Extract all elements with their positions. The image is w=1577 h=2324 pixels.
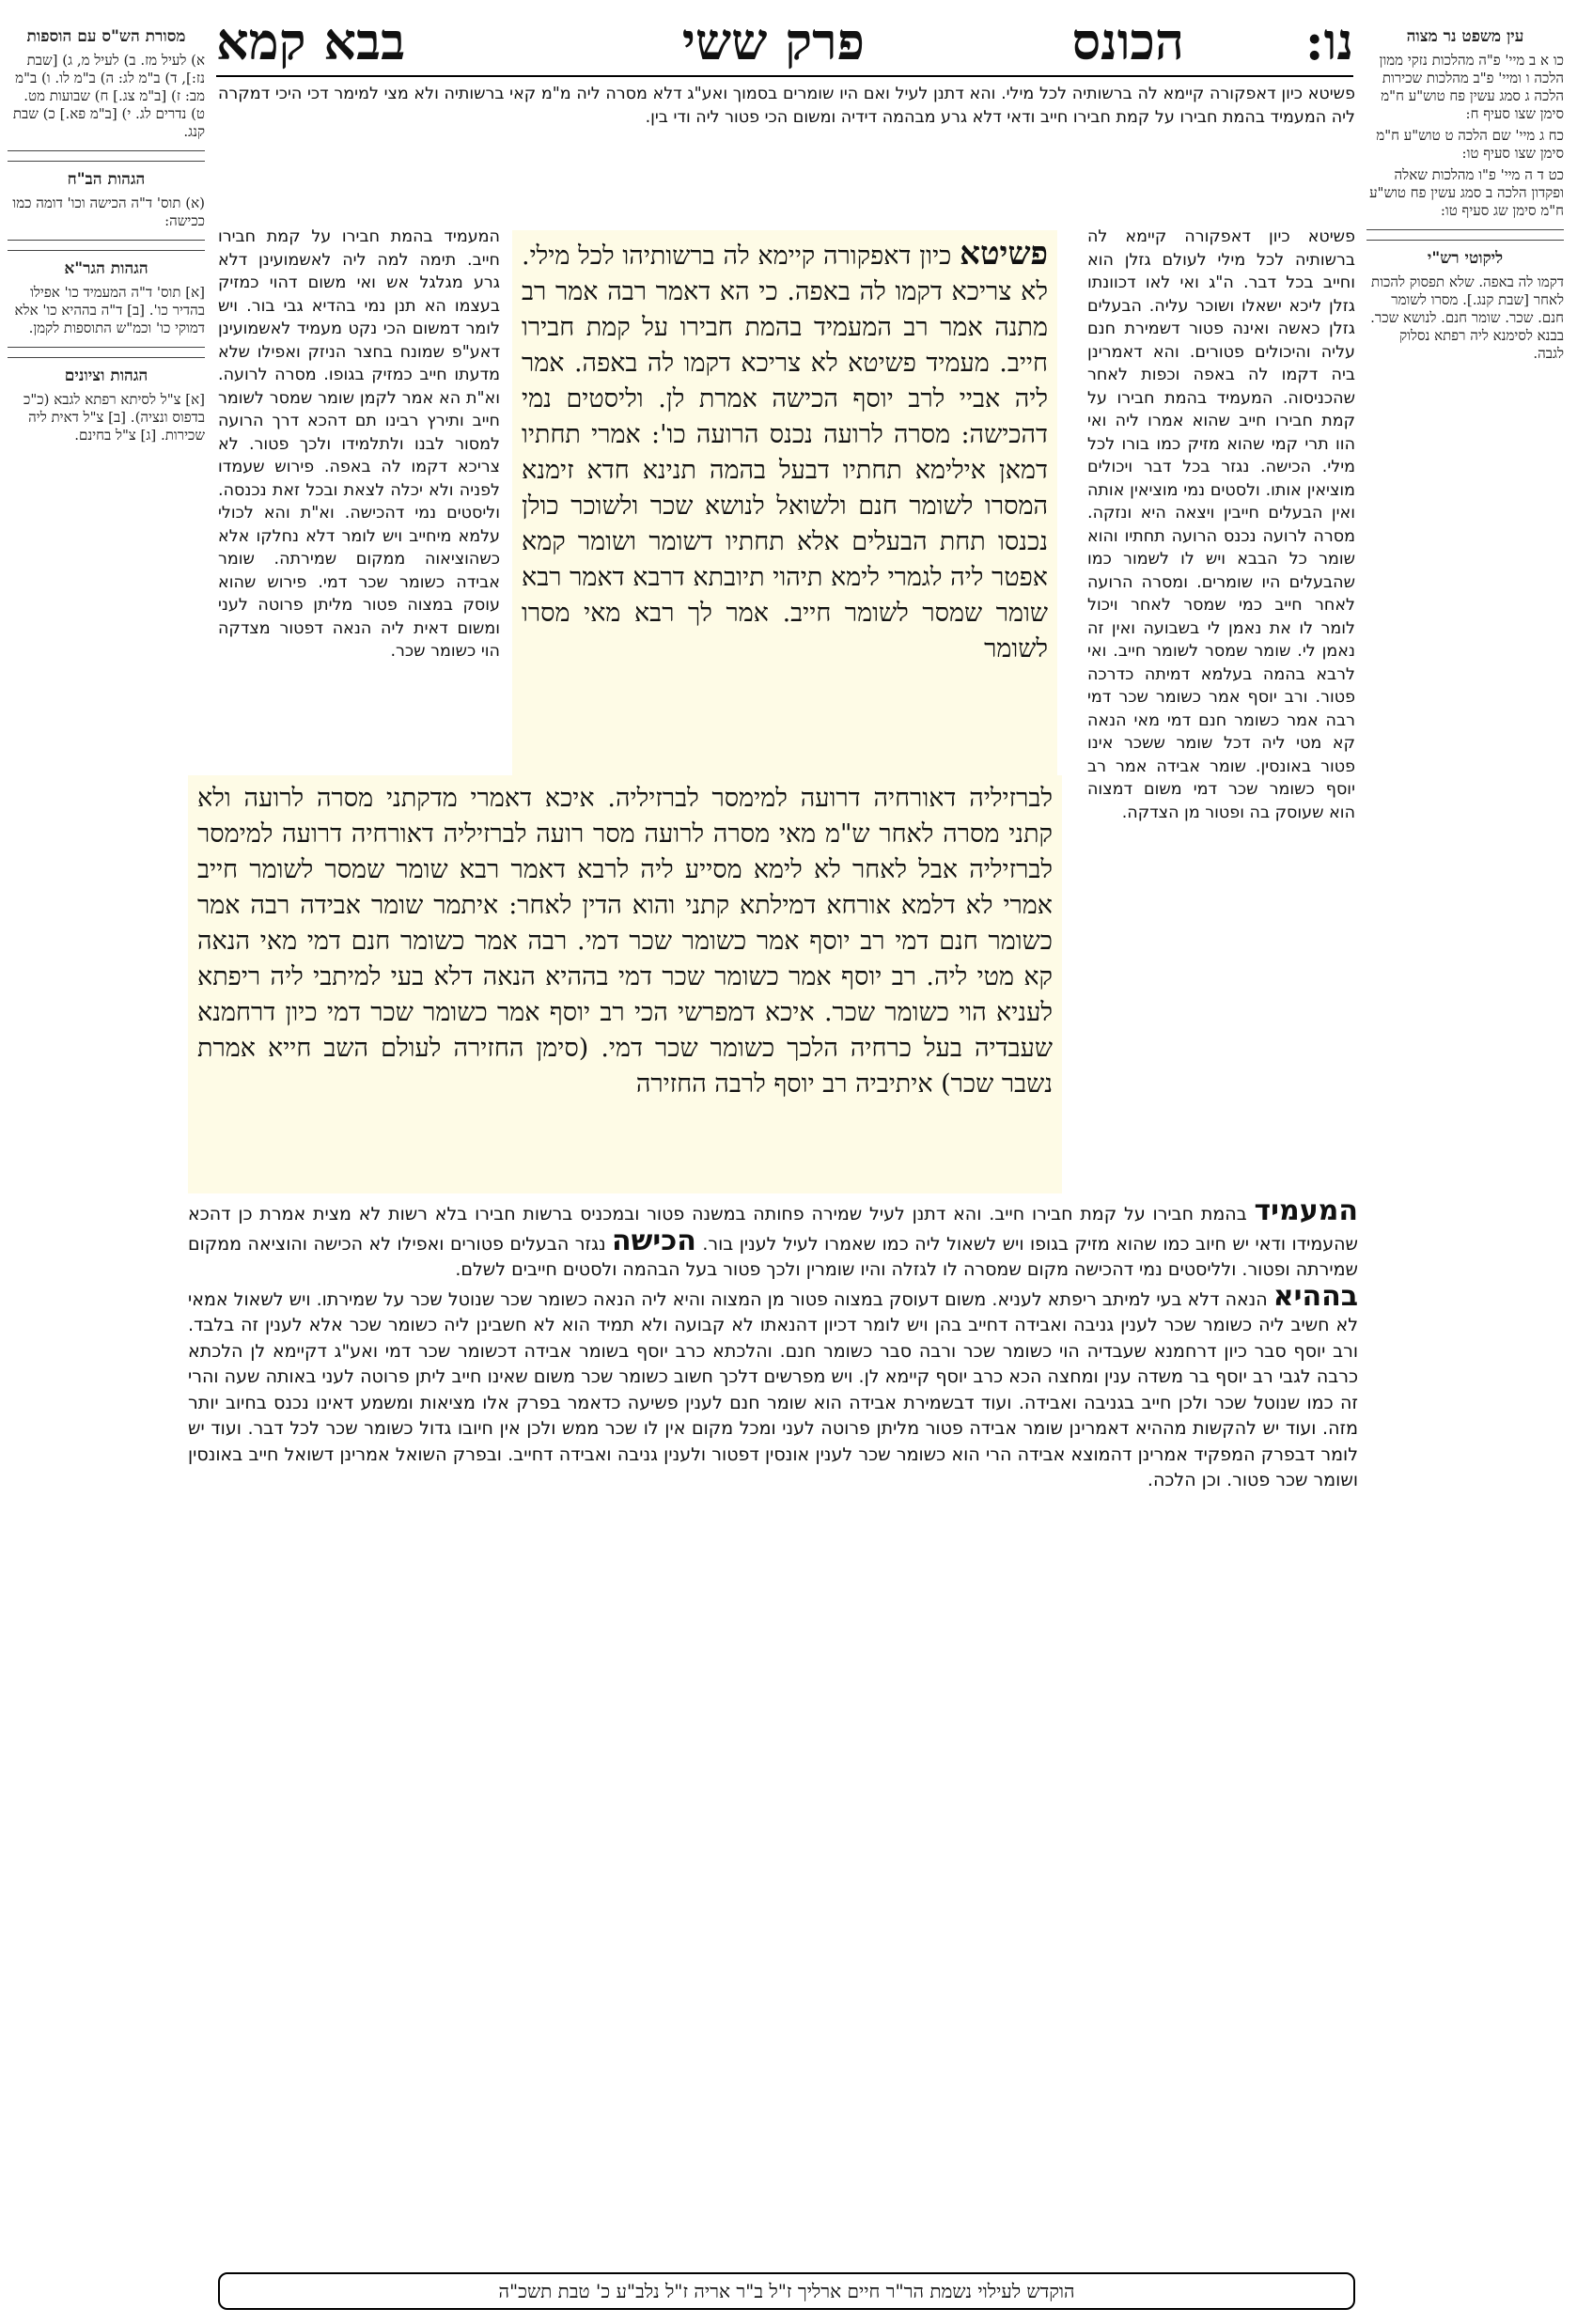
masoret-hashas-column — [8, 28, 205, 448]
notes-text: [א] צ"ל לסיתא רפתא לגבא (כ"כ בדפוס ונציה). [ב] צ"ל דאית ליה שכירות. [ג] צ"ל בחינם. — [23, 391, 205, 444]
top-commentary-strip: פשיטא כיון דאפקורה קיימא לה ברשותיה לכל מילי. והא דתנן לעיל ואם היו שומרים בסמוך ואע"ג דלא מסרה ליה מ"מ קאי ברשותיה ולא מצי למימר דכי היכי דמקרה ליה המעמיד בהמת חבירו על קמת חבירו חייב ודאי דלא גרע מבהמה דידיה ומשום הכי פטור ליה ודי בין. — [218, 85, 1355, 127]
masoret-title: מסורת הש"ס עם הוספות — [26, 27, 186, 46]
section-divider — [1366, 229, 1564, 241]
ein-mishpat-entry: כט ד ה מיי' פ"ו מהלכות שאלה ופקדון הלכה ב סמג עשין פח טוש"ע ח"מ סימן שג סעיף טו: — [1369, 166, 1564, 219]
gemara-continuation-body: לברזיליה דאורחיה דרועה למימסר לברזיליה. איכא דאמרי מדקתני מסרה לרועה ולא קתני מסרה לאחר ש"מ מאי מסרה לרועה מסר רועה לברזיליה דאורחיה דרועה למימסר לברזיליה אבל לאחר לא לימא מסייע ליה לרבא דאמר רבא שומר שמסר לשומר חייב אמרי לא דלמא אורחא דמילתא קתני והוא הדין לאחר: איתמר שומר אבידה רבה אמר כשומר חנם דמי רב יוסף אמר כשומר שכר דמי. רבה אמר כשומר חנם דמי מאי הנאה קא מטי ליה. רב יוסף אמר כשומר שכר דמי בההיא הנאה דלא בעי למיתבי ליה ריפתא לעניא הוי כשומר שכר. איכא דמפרשי הכי רב יוסף אמר כשומר שכר דמי כיון דרחמנא שעבדיה בעל כרחיה הלכך כשומר שכר דמי. (סימן החזירה לעולם השב חייא אמרת נשבר שכר) איתיביה רב יוסף לרבה החזירה — [197, 784, 1053, 1099]
page-number: נו: — [1304, 11, 1353, 71]
page-header — [216, 11, 1353, 77]
gra-title: הגהות הגר"א — [64, 259, 148, 278]
ein-mishpat-entry: כח ג מיי' שם הלכה ט טוש"ע ח"מ סימן שצו סעיף טו: — [1376, 127, 1564, 162]
chapter-number: פרק ששי — [681, 11, 865, 71]
dibur-hamatchil: המעמיד — [1254, 1198, 1358, 1227]
section-divider — [8, 240, 205, 251]
gemara-lead-word: פשיטא — [960, 235, 1049, 273]
gemara-continuation — [188, 775, 1062, 1193]
section-divider — [8, 347, 205, 358]
dibur-hamatchil: בההיא — [1273, 1279, 1358, 1313]
rashi-commentary: פשיטא כיון דאפקורה קיימא לה ברשותיה לכל מילי לעולם גזלן הוא וחייב בכל דבר. ה"ג ואי לאו דכוונתו גזלן ליכא ישאלו ושוכר עליה. הבעלים גזלן כאשה ואינה פטור דשמירת חנם עליה והיכולים פטורים. והא דאמרינן ביה דקמו לה באפה וכפות לאחר שהכניסוה. המעמיד בהמת חבירו על קמת חבירו חייב שהוא אמרו ליה ואי הוו תרי קמי שהוא מזיק כמו בורו לכל מילי. הכישה. נגזר בכל דבר ויכולים מוציאין אותו. ולסטים נמי מוציאין אותה ואין הבעלים חייבין ויצאה היא ונזקה. מסרה לרועה נכנס הרועה תחתיו והוא שומר כל הבבא ויש לו לשמור כמו שהבעלים היו שומרים. ומסרה הרועה לאחר חייב כמי שמסר לאחר ויכול לומר לו את נאמן לי בשבועה ואין זה נאמן לי. שומר שמסר לשומר חייב. ואי לרבא בהמה בעלמא דמיתה כדרכה פטור. ורב יוסף אמר כשומר שכר דמי רבה אמר כשומר חנם דמי מאי הנאה קא מטי ליה דכל שומר ששכר אינו פטור באונסין. שומר אבידה אמר רב יוסף כשומר שכר דמי משום דמצוה הוא שעוסק בה ופטור מן הצדקה. — [1087, 227, 1355, 822]
gemara-body: כיון דאפקורה קיימא לה ברשותיהו לכל מילי. לא צריכא דקמו לה באפה. כי הא דאמר רבה אמר רב מתנה אמר רב המעמיד בהמת חבירו על קמת חבירו חייב. מעמיד פשיטא לא צריכא דקמו לה באפה. אמר ליה אביי לרב יוסף הכישה אמרת לן. וליסטים נמי דהכישה: מסרה לרועה נכנס הרועה כו': אמרי תחתיו דמאן אילימא תחתיו דבעל בהמה תנינא חדא זימנא המסרו לשומר חנם ולשואל לנושא שכר ולשוכר כולן נכנסו תחת הבעלים אלא תחתיו דשומר ושומר קמא אפטר ליה לגמרי לימא תיהוי תיובתא דרבא דאמר רבא שומר שמסר לשומר חייב. אמר לך רבא מאי מסרו לשומר — [522, 242, 1048, 663]
dedication-box: הוקדש לעילוי נשמת הר"ר חיים ארליך ז"ל ב"ר אריה ז"ל נלב"ע כ' טבת תשכ"ה — [218, 2272, 1355, 2310]
commentary-paragraph: נגזר הבעלים פטורים ואפילו לא הכישה והוציאה ממקום שמירתה ופטור. ולליסטים נמי דהכישה מקום שמסרה לו לגזלה והיו שומרין ולכך פטור בעל הבהמה ולסטים חייבים לשלם. — [188, 1233, 1358, 1280]
gemara-text — [512, 230, 1057, 775]
dibur-hamatchil: הכישה — [612, 1224, 696, 1257]
ein-mishpat-title: עין משפט נר מצוה — [1406, 27, 1524, 46]
masoret-entry: א) לעיל מז. ב) לעיל מ, ג) [שבת נז:], ד) ב"מ לג: ה) ב"מ לו. ו) ב"מ מב: ז) [ב"מ צג.] ח) שבועות מט. ט) נדרים לג. י) [ב"מ פא.] כ) שבת קנג. — [12, 52, 205, 140]
chapter-name: הכונס — [1071, 11, 1184, 71]
section-divider — [8, 150, 205, 162]
commentary-paragraph: בהמת חבירו על קמת חבירו חייב. והא דתנן לעיל שמירה פחותה במשנה פטור ובמכניס ברשות חבירו בלא רשות לא מצית אמרת כן דהכא שהעמידו ודאי יש חיוב כמו שהוא מזיק בגופו ויש לשאול ליה כמו שאמרו לעיל לענין בור. — [188, 1204, 1358, 1255]
bach-title: הגהות הב"ח — [67, 170, 146, 189]
likutei-rashi-text: דקמו לה באפה. שלא תפסוק להכות לאחר [שבת קנג.]. מסרו לשומר חנם. שכר. שומר חנם. לנושא שכר. בבנא לסימנא ליה רפתא נסלוק לגבה. — [1370, 273, 1564, 362]
tosafot-commentary: המעמיד בהמת חבירו על קמת חבירו חייב. תימה למה ליה לאשמועינן דלא גרע מגלגל אש ואי משום דהוי כמזיק בעצמו הא תנן נמי בהדיא גבי בור. ויש לומר דמשום הכי נקט מעמיד לאשמועינן דאע"פ שמונח בחצר הניזק ואפילו שלא מדעתו חייב כמזיק בגופו. מסרה לרועה. וא"ת הא אמר לקמן שומר שמסר לשומר חייב ותירץ רבינו תם דהכא דרך הרועה למסור לבנו ולתלמידו ולכך פטור. לא צריכא דקמו לה באפה. פירוש שעמדו לפניה ולא יכלה לצאת ובכל זאת נכנסה. וליסטים נמי דהכישה. וא"ת והא לכולי עלמא מיחייב ויש לומר דלא נחלקו אלא כשהוציאוה ממקום שמירתה. שומר אבידה כשומר שכר דמי. פירוש שהוא עוסק במצוה פטור מליתן פרוטה לעני ומשום דאית ליה הנאה דפטור מצדקה הוי כשומר שכר. — [218, 227, 500, 661]
ein-mishpat-entry: כו א ב מיי' פ"ה מהלכות נזקי ממון הלכה ו ומיי' פ"ב מהלכות שכירות הלכה ג סמג עשין פח טוש"ע ח"מ סימן שצו סעיף ח: — [1379, 52, 1564, 122]
bach-text: (א) תוס' ד"ה הכישה וכו' דומה כמו ככישה: — [12, 195, 205, 229]
gra-text: [א] תוס' ד"ה המעמיד כו' אפילו בהדיר כו'. [ב] ד"ה בההיא כו' אלא דמוקי כו' וכמ"ש התוספות לקמן. — [14, 284, 205, 336]
tractate-title: בבא קמא — [216, 11, 406, 71]
header-rule — [216, 75, 1353, 77]
commentary-paragraph: הנאה דלא בעי למיתב ריפתא לעניא. משום דעוסק במצוה פטור מן המצוה והיא ליה הנאה כשומר שכר שנוטל שכר על שמירתו. ויש לשאול אמאי לא חשיב ליה כשומר שכר לענין גניבה ואבידה דחייב בהן ויש לומר דכיון דהנאתו לא קבועה ולא תמיד הוא לא חשבינן ליה כשומר שכר אלא לענין זה בלבד. ורב יוסף סבר כיון דרחמנא שעבדיה הוי כשומר שכר ורבה סבר כשומר חנם. והלכתא כרב יוסף בשומר אבידה דכשומר שכר דמי ואע"ג דקיימא לן הלכתא כרבה לגבי רב יוסף בר משדה ענין ומחצה הכא כרב יוסף קיימא לן. ויש מפרשים דלכך חשוב כשומר שכר משום שאינו חייב ליתן פרוטה לעני באותה שעה והרי זה כמו שנוטל שכר ולכן חייב בגניבה ואבידה. ועוד דבשמירת אבידה הוא שומר חנם לענין פשיעה כדאמר בפרק אלו מציאות ומשמע דאינו נכנס בחיוב יותר מזה. ועוד יש להקשות מההיא דאמרינן שומר אבידה פטור מליתן פרוטה לעני ומכל מקום אין לו שכר ממש ולכן אין חיובו גדול כשומר שכר לכל דבר. ועוד יש לומר דבפרק המפקיד אמרינן דהמוצא אבידה הרי הוא כשומר שכר לענין אונסין דפטור ולענין גניבה ואבידה דחייב. ובפרק השואל אמרינן דשואל חייב באונסין ושומר שכר פטור. וכן הלכה. — [188, 1288, 1358, 1490]
bottom-commentary — [188, 1198, 1358, 2265]
notes-title: הגהות וציונים — [64, 367, 148, 385]
ein-mishpat-column — [1366, 28, 1564, 367]
likutei-rashi-title: ליקוטי רש"י — [1427, 249, 1504, 268]
